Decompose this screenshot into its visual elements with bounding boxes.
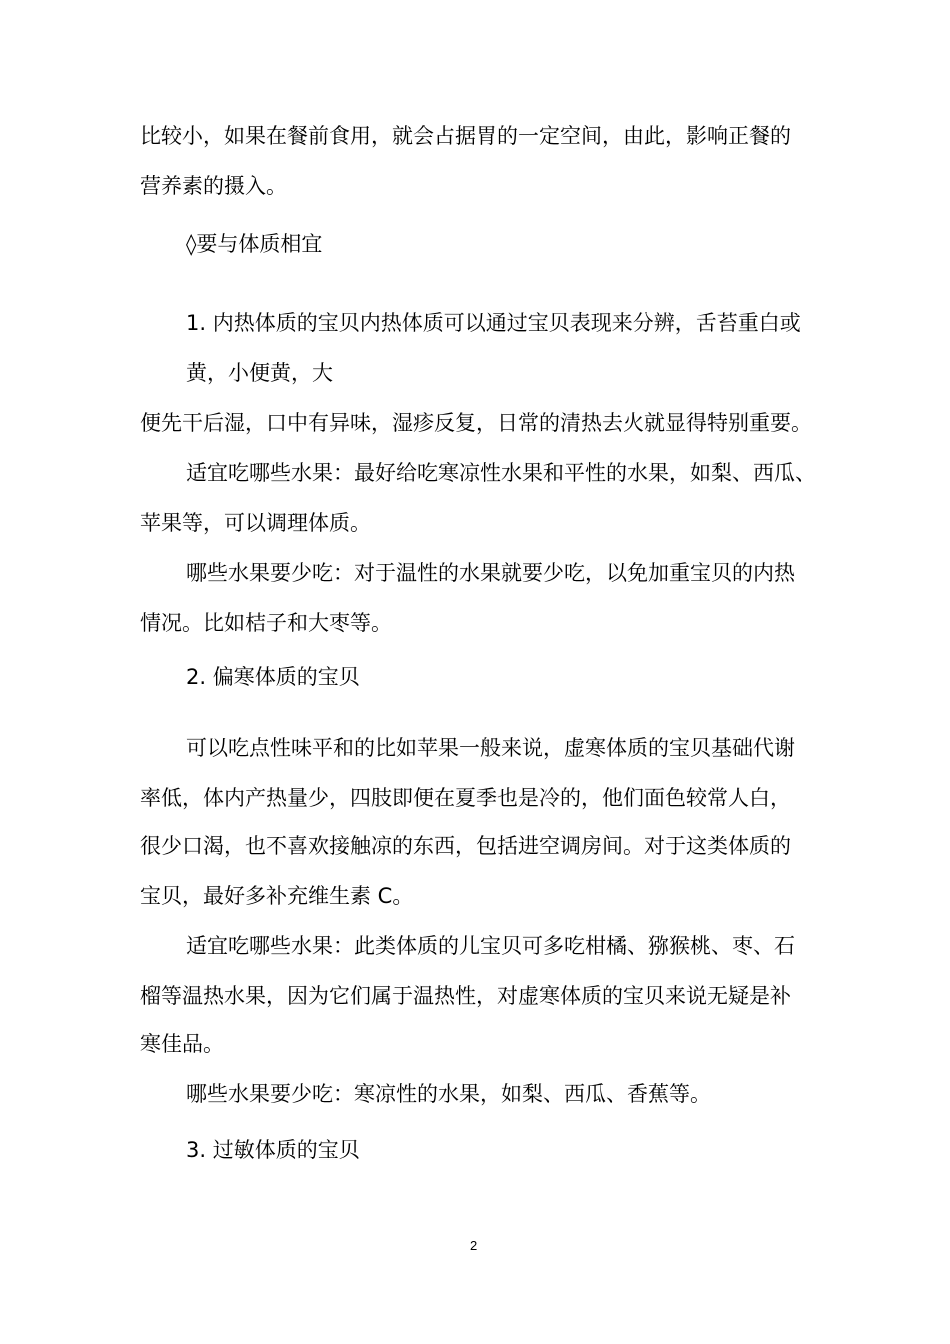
page-number: 2: [470, 1238, 478, 1253]
paragraph-line: 情况。比如桔子和大枣等。: [140, 611, 392, 635]
paragraph-line: 适宜吃哪些水果：此类体质的儿宝贝可多吃柑橘、猕猴桃、枣、石: [186, 934, 795, 958]
list-item-heading: 1. 内热体质的宝贝内热体质可以通过宝贝表现来分辨，舌苔重白或: [186, 311, 801, 335]
paragraph-line: 可以吃点性味平和的比如苹果一般来说，虚寒体质的宝贝基础代谢: [186, 736, 795, 760]
paragraph-line: 适宜吃哪些水果：最好给吃寒凉性水果和平性的水果，如梨、西瓜、: [186, 461, 816, 485]
paragraph-line: 率低，体内产热量少，四肢即便在夏季也是冷的，他们面色较常人白，: [140, 786, 791, 810]
paragraph-line: 营养素的摄入。: [140, 174, 287, 198]
paragraph-line: 榴等温热水果，因为它们属于温热性，对虚寒体质的宝贝来说无疑是补: [140, 984, 791, 1008]
paragraph-line: 黄，小便黄，大: [186, 361, 333, 385]
paragraph-line: 苹果等，可以调理体质。: [140, 511, 371, 535]
paragraph-line: 很少口渴，也不喜欢接触凉的东西，包括进空调房间。对于这类体质的: [140, 834, 791, 858]
section-heading: ◊要与体质相宜: [186, 232, 323, 256]
paragraph-line: 哪些水果要少吃：对于温性的水果就要少吃，以免加重宝贝的内热: [186, 561, 795, 585]
paragraph-line: 寒佳品。: [140, 1032, 224, 1056]
list-item-heading: 2. 偏寒体质的宝贝: [186, 665, 360, 689]
list-item-heading: 3. 过敏体质的宝贝: [186, 1138, 360, 1162]
paragraph-line: 宝贝，最好多补充维生素 C。: [140, 884, 414, 908]
paragraph-line: 便先干后湿，口中有异味，湿疹反复，日常的清热去火就显得特别重要。: [140, 411, 812, 435]
paragraph-line: 比较小，如果在餐前食用，就会占据胃的一定空间，由此，影响正餐的: [140, 124, 791, 148]
paragraph-line: 哪些水果要少吃：寒凉性的水果，如梨、西瓜、香蕉等。: [186, 1082, 711, 1106]
